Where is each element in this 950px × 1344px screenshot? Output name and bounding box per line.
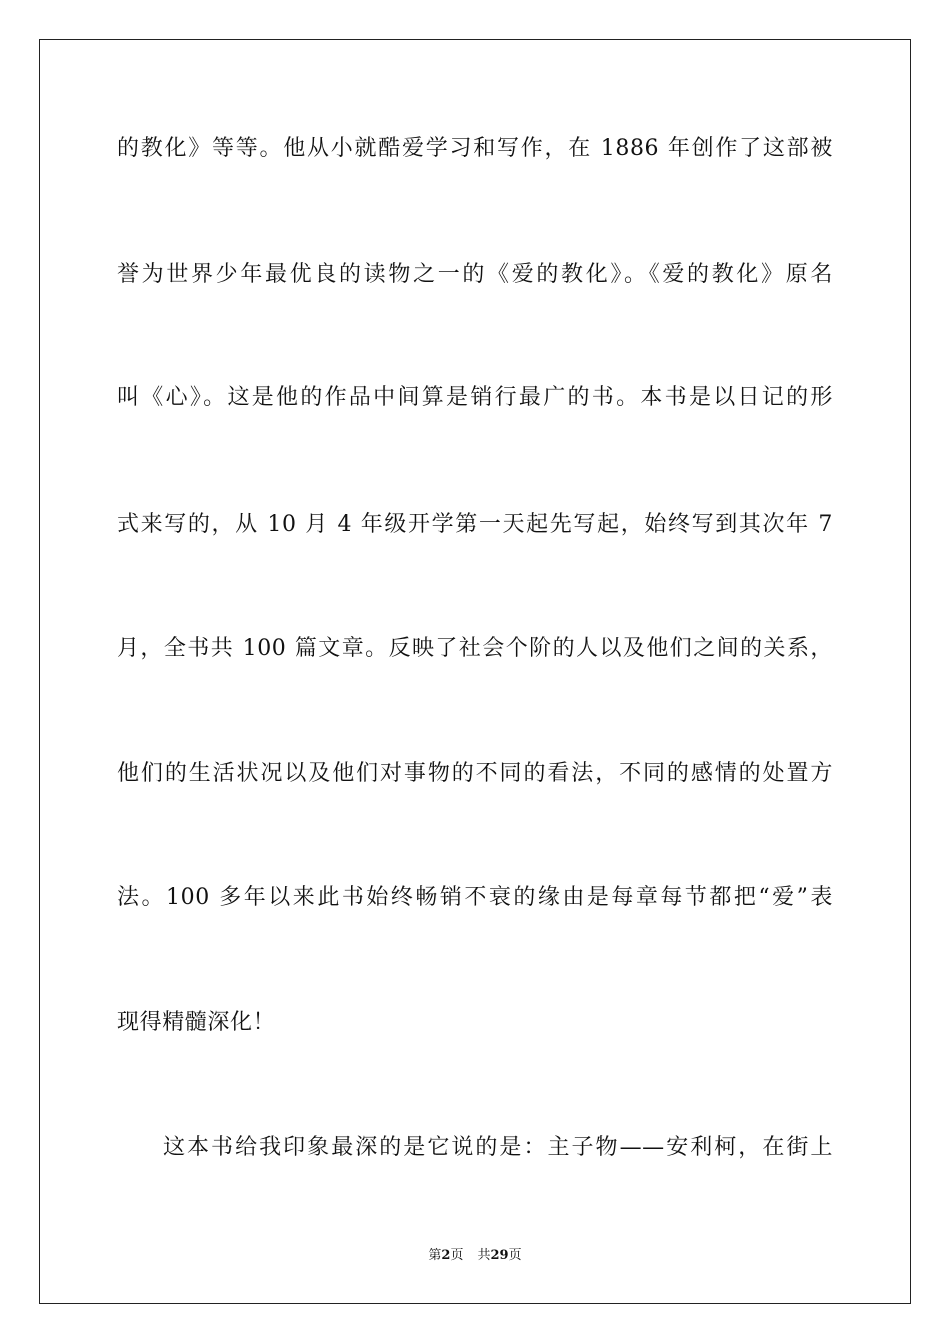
- body-line-8: 现得精髓深化！: [117, 1010, 276, 1035]
- body-line-5: 月，全书共 100 篇文章。反映了社会个阶的人以及他们之间的关系，: [117, 636, 833, 661]
- page-border: [39, 39, 911, 1304]
- page-footer: [0, 1247, 950, 1265]
- body-line-1: 的教化》等等。他从小就酷爱学习和写作，在 1886 年创作了这部被: [117, 136, 833, 161]
- footer-total-prefix: 共: [477, 1248, 491, 1263]
- footer-total-pages: 29: [490, 1248, 509, 1263]
- footer-page-prefix: 第: [428, 1248, 442, 1263]
- body-line-4: 式来写的，从 10 月 4 年级开学第一天起先写起，始终写到其次年 7: [117, 512, 833, 537]
- body-line-2: 誉为世界少年最优良的读物之一的《爱的教化》。《爱的教化》原名: [117, 262, 833, 287]
- body-line-9: 这本书给我印象最深的是它说的是：主子物——安利柯，在街上: [163, 1135, 833, 1160]
- footer-page-number: 2: [441, 1248, 451, 1263]
- body-line-7: 法。100 多年以来此书始终畅销不衰的缘由是每章每节都把“爱”表: [117, 885, 833, 910]
- footer-total-suffix: 页: [508, 1248, 522, 1263]
- body-line-3: 叫《心》。这是他的作品中间算是销行最广的书。本书是以日记的形: [117, 385, 833, 410]
- body-line-6: 他们的生活状况以及他们对事物的不同的看法，不同的感情的处置方: [117, 761, 833, 786]
- footer-page-suffix: 页: [450, 1248, 464, 1263]
